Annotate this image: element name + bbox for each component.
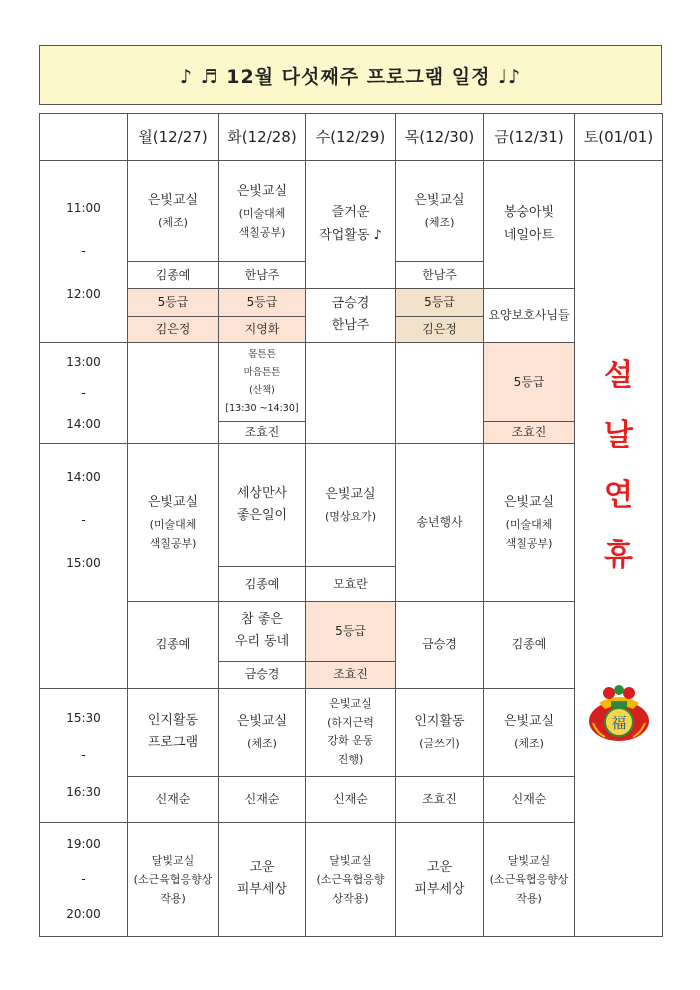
slot5-tue-program: 고운 피부세상: [219, 822, 306, 936]
slot4-tue-program: 은빛교실 (체조): [219, 688, 306, 777]
slot5-mon-program: 달빛교실 (소근육협응향상 작용): [128, 822, 219, 936]
day-header-fri: 금(12/31): [484, 114, 575, 161]
slot3b-wed-staff: 조효진: [306, 662, 396, 688]
schedule-table: [39, 113, 663, 937]
slot1b-fri-staff: 요양보호사님들: [484, 288, 575, 343]
slot3-wed-staff: 모효란: [306, 567, 396, 601]
slot2-row-a: [40, 343, 663, 422]
slot3b-tue-staff: 금승경: [219, 662, 306, 688]
slot4-wed-program: 은빛교실 (하지근력 강화 운동 진행): [306, 688, 396, 777]
slot2-tue-staff: 조효진: [219, 421, 306, 443]
slot1-tue-staff: 한남주: [219, 262, 306, 288]
slot4-fri-program: 은빛교실 (체조): [484, 688, 575, 777]
slot1-wed-program: 즐거운 작업활동 ♪: [306, 161, 396, 288]
slot5-thu-program: 고운 피부세상: [396, 822, 484, 936]
slot1b-mon-grade: 5등급: [128, 288, 219, 316]
slot1-fri-program: 봉숭아빛 네일아트: [484, 161, 575, 288]
slot1-row-c: [40, 288, 663, 316]
slot4-mon-program: 인지활동 프로그램: [128, 688, 219, 777]
slot4-row-b: [40, 777, 663, 822]
holiday-cell: [575, 161, 663, 937]
slot1b-thu-grade: 5등급: [396, 288, 484, 316]
slot3b-thu-staff: 금승경: [396, 601, 484, 688]
slot3-thu-program: 송년행사: [396, 444, 484, 602]
slot2-tue-program: 몸튼튼 마음튼튼 (산책) [13:30 ~14:30]: [219, 343, 306, 422]
slot3-tue-staff: 김종예: [219, 567, 306, 601]
slot3-wed-program: 은빛교실 (명상요가): [306, 444, 396, 567]
slot1b-mon-staff: 김은정: [128, 316, 219, 342]
time-slot-4: 15:30 - 16:30: [40, 688, 128, 822]
slot3-mon-program: 은빛교실 (미술대체 색칠공부): [128, 444, 219, 602]
day-header-tue: 화(12/28): [219, 114, 306, 161]
slot4-thu-program: 인지활동 (글쓰기): [396, 688, 484, 777]
lucky-pouch-icon: [585, 681, 653, 743]
slot3-row-a: [40, 444, 663, 567]
slot4-wed-staff: 신재순: [306, 777, 396, 822]
slot4-fri-staff: 신재순: [484, 777, 575, 822]
time-slot-3: 14:00 - 15:00: [40, 444, 128, 688]
holiday-label: 설 날 연 휴: [604, 358, 633, 574]
pouch-character: 福: [611, 714, 627, 733]
slot3b-mon-staff: 김종예: [128, 601, 219, 688]
slot3b-tue-program: 참 좋은 우리 동네: [219, 601, 306, 662]
day-header-thu: 목(12/30): [396, 114, 484, 161]
header-row: [40, 114, 663, 161]
slot1-tue-program: 은빛교실 (미술대체 색칠공부): [219, 161, 306, 262]
slot2-fri-grade: 5등급: [484, 343, 575, 422]
slot1b-wed-staff: 금승경 한남주: [306, 288, 396, 343]
time-slot-1: 11:00 - 12:00: [40, 161, 128, 343]
slot3b-wed-grade: 5등급: [306, 601, 396, 662]
day-header-sat: 토(01/01): [575, 114, 663, 161]
slot5-row: [40, 822, 663, 936]
slot2-mon-empty: [128, 343, 219, 444]
slot1-thu-staff: 한남주: [396, 262, 484, 288]
slot1b-tue-staff: 지영화: [219, 316, 306, 342]
day-header-wed: 수(12/29): [306, 114, 396, 161]
slot1-thu-program: 은빛교실 (체조): [396, 161, 484, 262]
slot4-tue-staff: 신재순: [219, 777, 306, 822]
slot2-fri-staff: 조효진: [484, 421, 575, 443]
slot1-row-a: [40, 161, 663, 262]
slot3b-fri-staff: 김종예: [484, 601, 575, 688]
corner-cell: [40, 114, 128, 161]
slot4-thu-staff: 조효진: [396, 777, 484, 822]
slot1-mon-program: 은빛교실 (체조): [128, 161, 219, 262]
slot2-thu-empty: [396, 343, 484, 444]
slot4-row-a: [40, 688, 663, 777]
slot1-mon-staff: 김종예: [128, 262, 219, 288]
slot3-fri-program: 은빛교실 (미술대체 색칠공부): [484, 444, 575, 602]
slot3b-row-a: [40, 601, 663, 662]
slot5-fri-program: 달빛교실 (소근육협응향상 작용): [484, 822, 575, 936]
time-slot-5: 19:00 - 20:00: [40, 822, 128, 936]
slot2-wed-empty: [306, 343, 396, 444]
slot4-mon-staff: 신재순: [128, 777, 219, 822]
slot5-wed-program: 달빛교실 (소근육협응향 상작용): [306, 822, 396, 936]
slot1b-thu-staff: 김은정: [396, 316, 484, 342]
slot3-tue-program: 세상만사 좋은일이: [219, 444, 306, 567]
day-header-mon: 월(12/27): [128, 114, 219, 161]
page-title: ♪ ♬ 12월 다섯째주 프로그램 일정 ♩♪: [39, 45, 662, 105]
slot1b-tue-grade: 5등급: [219, 288, 306, 316]
time-slot-2: 13:00 - 14:00: [40, 343, 128, 444]
